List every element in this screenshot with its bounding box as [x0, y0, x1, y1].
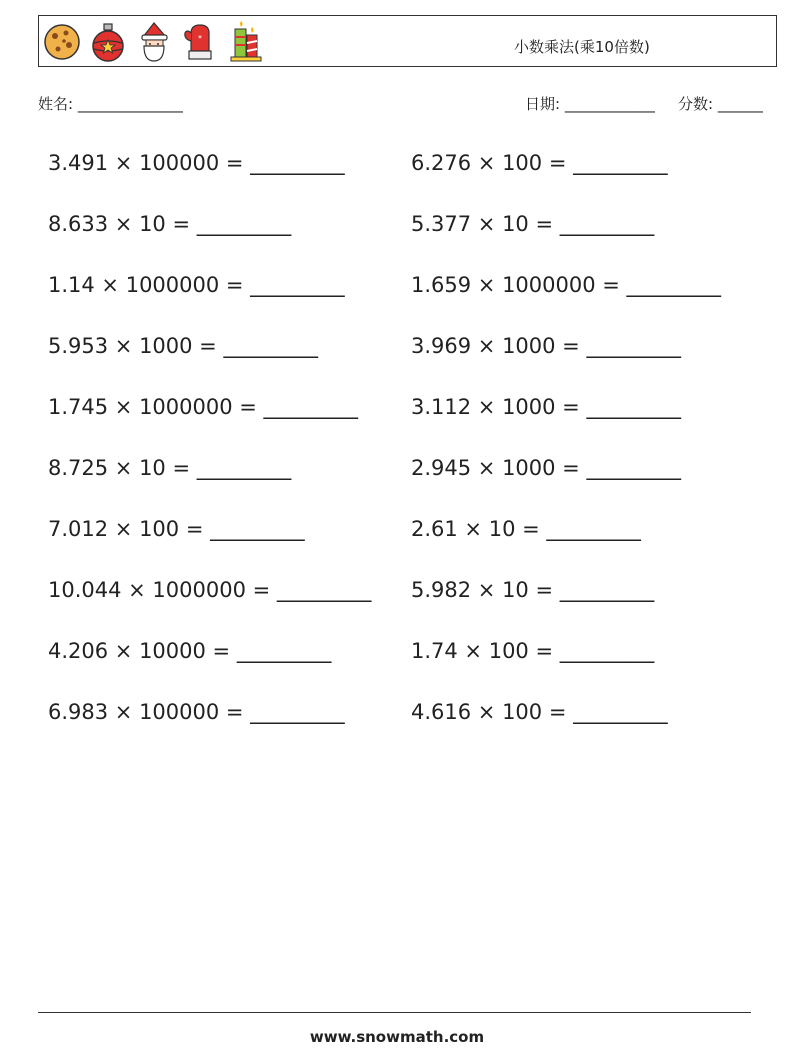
- problem-16: 5.982 × 10 = _________: [411, 578, 655, 602]
- worksheet-title: 小数乘法(乘10倍数): [514, 38, 650, 56]
- problem-4: 5.377 × 10 = _________: [411, 212, 655, 236]
- problem-15: 10.044 × 1000000 = _________: [48, 578, 372, 602]
- problem-2: 6.276 × 100 = _________: [411, 151, 668, 175]
- santa-icon: [135, 21, 173, 63]
- problem-10: 3.112 × 1000 = _________: [411, 395, 681, 419]
- problem-1: 3.491 × 100000 = _________: [48, 151, 345, 175]
- header-box: [38, 15, 777, 67]
- date-blank: ____________: [564, 95, 655, 113]
- problem-11: 8.725 × 10 = _________: [48, 456, 292, 480]
- candles-icon: [227, 21, 265, 63]
- problem-20: 4.616 × 100 = _________: [411, 700, 668, 724]
- problem-13: 7.012 × 100 = _________: [48, 517, 305, 541]
- problem-6: 1.659 × 1000000 = _________: [411, 273, 722, 297]
- problem-7: 5.953 × 1000 = _________: [48, 334, 318, 358]
- problem-3: 8.633 × 10 = _________: [48, 212, 292, 236]
- problem-19: 6.983 × 100000 = _________: [48, 700, 345, 724]
- cookie-icon: [43, 21, 81, 63]
- name-blank: ______________: [77, 95, 183, 113]
- score-blank: ______: [717, 95, 763, 113]
- problem-12: 2.945 × 1000 = _________: [411, 456, 681, 480]
- name-field: [38, 93, 183, 114]
- problem-17: 4.206 × 10000 = _________: [48, 639, 332, 663]
- score-field: [678, 93, 763, 114]
- footer-url: www.snowmath.com: [309, 1028, 485, 1046]
- mitten-icon: [181, 21, 219, 63]
- problem-9: 1.745 × 1000000 = _________: [48, 395, 359, 419]
- problem-5: 1.14 × 1000000 = _________: [48, 273, 345, 297]
- header-icons: [43, 21, 265, 63]
- problem-14: 2.61 × 10 = _________: [411, 517, 641, 541]
- date-field: [525, 93, 655, 114]
- name-label: 姓名:: [38, 95, 74, 113]
- footer-divider: [38, 1012, 751, 1013]
- score-label: 分数:: [678, 95, 714, 113]
- problem-8: 3.969 × 1000 = _________: [411, 334, 681, 358]
- problem-grid: [48, 145, 768, 755]
- svg-text:*: *: [198, 34, 202, 43]
- problem-18: 1.74 × 100 = _________: [411, 639, 655, 663]
- ornament-icon: [89, 21, 127, 63]
- date-label: 日期:: [525, 95, 561, 113]
